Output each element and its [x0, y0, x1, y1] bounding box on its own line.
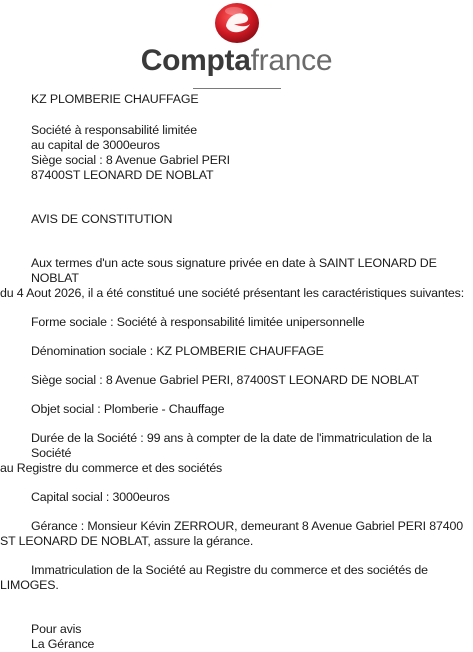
notice-intro-line2: du 4 Aout 2026, il a été constitué une société présentant les caractéristiques suivantes: — [0, 286, 464, 300]
duree-line1: Durée de la Société : 99 ans à compter de la date de l'immatriculation de la Société — [31, 431, 432, 460]
duree-line2: au Registre du commerce et des sociétés — [0, 461, 223, 475]
comptafrance-logo — [0, 0, 473, 92]
gerance-line1: Gérance : Monsieur Kévin ZERROUR, demeurant 8 Avenue Gabriel PERI 87400 — [31, 519, 463, 533]
immatriculation — [0, 563, 473, 593]
duree-societe — [0, 431, 473, 476]
notice-intro-line1: Aux termes d'un acte sous signature privée en date à SAINT LEONARD DE NOBLAT — [31, 256, 437, 285]
closing-line2: La Gérance — [31, 637, 95, 651]
closing-line1: Pour avis — [31, 622, 82, 636]
company-form-line1: Société à responsabilité limitée — [31, 123, 198, 137]
objet-social: Objet social : Plomberie - Chauffage — [31, 402, 225, 416]
company-form-line2: au capital de 3000euros — [31, 138, 160, 152]
gerance — [0, 519, 473, 549]
brand-name — [0, 44, 473, 78]
capital-social: Capital social : 3000euros — [31, 490, 170, 504]
siege-social: Siège social : 8 Avenue Gabriel PERI, 87400ST LEONARD DE NOBLAT — [31, 373, 419, 387]
comptafrance-logo-icon — [212, 0, 262, 44]
brand-name-part2: france — [250, 44, 333, 77]
immat-line2: LIMOGES. — [0, 578, 59, 592]
company-city-line: 87400ST LEONARD DE NOBLAT — [31, 168, 214, 182]
notice-title: AVIS DE CONSTITUTION — [31, 212, 173, 226]
company-name: KZ PLOMBERIE CHAUFFAGE — [31, 92, 199, 106]
notice-intro — [0, 256, 473, 301]
company-office-line: Siège social : 8 Avenue Gabriel PERI — [31, 153, 230, 167]
company-details — [0, 123, 473, 183]
closing — [0, 622, 473, 652]
header-divider — [193, 88, 281, 89]
immat-line1: Immatriculation de la Société au Registre du commerce et des sociétés de — [31, 563, 428, 577]
forme-sociale: Forme sociale : Société à responsabilité limitée unipersonnelle — [31, 315, 365, 329]
brand-name-part1: Compta — [140, 44, 251, 77]
denomination-sociale: Dénomination sociale : KZ PLOMBERIE CHAUFFAGE — [31, 344, 324, 358]
legal-notice — [0, 92, 473, 652]
gerance-line2: ST LEONARD DE NOBLAT, assure la gérance. — [0, 534, 254, 548]
